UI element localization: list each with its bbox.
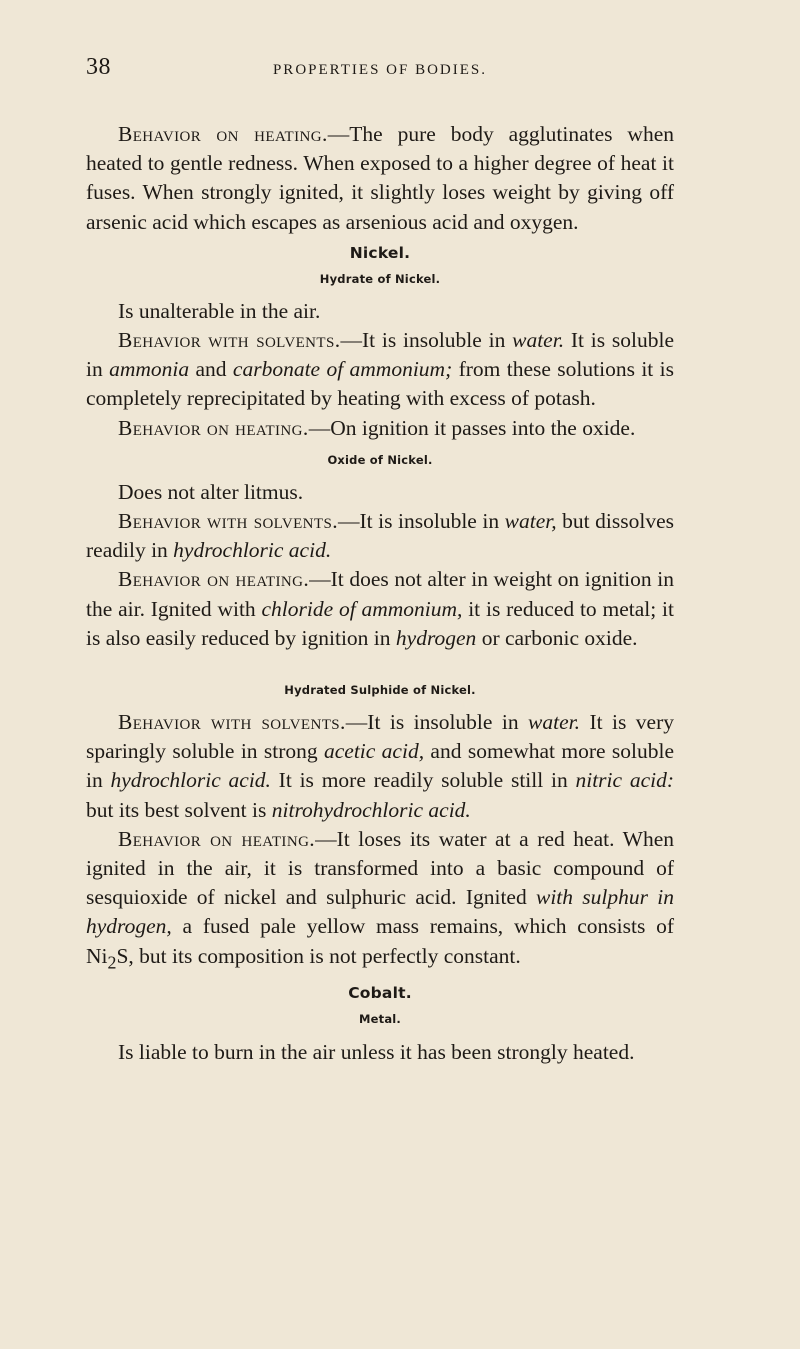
paragraph-text: but its best solvent is — [86, 797, 272, 822]
paragraph-text: —It loses its water at a red heat. When ignited in the air, it is transformed into a basic compound of sesquioxide of nickel and sulphuric acid. Ignited — [86, 826, 674, 910]
paragraph-lead: Behavior on heating. — [118, 415, 309, 440]
paragraph-sulphide-heating — [86, 825, 674, 977]
page-number: 38 — [86, 54, 111, 80]
paragraph-text: It is soluble in — [86, 328, 674, 382]
paragraph-cobalt-metal — [86, 1038, 674, 1067]
paragraph-hydrate-solvents — [86, 326, 674, 414]
paragraph-lead: Behavior on heating. — [118, 567, 310, 592]
reagent-term: chloride of ammonium, — [261, 596, 463, 621]
paragraph-text: or carbonic oxide. — [476, 625, 638, 650]
paragraph-text: Does not alter litmus. — [118, 479, 304, 504]
paragraph-sulphide-solvents — [86, 708, 674, 825]
paragraph-text: S, but its composition is not perfectly constant. — [116, 943, 521, 968]
reagent-term: nitric acid: — [575, 768, 674, 793]
section-heading-nickel: Nickel. — [349, 243, 411, 262]
paragraph-lead: Behavior on heating. — [118, 826, 316, 851]
subsection-heading-oxide-of-nickel: Oxide of Nickel. — [327, 452, 433, 467]
paragraph-text: but dissolves readily in — [86, 509, 674, 563]
subsection-heading-hydrated-sulphide-of-nickel: Hydrated Sulphide of Nickel. — [284, 683, 476, 698]
reagent-term: ammonia — [109, 357, 190, 382]
paragraph-text: —It does not alter in weight on ignition in the air. Ignited with — [86, 567, 674, 621]
paragraph-text: it is reduced to metal; it is also easily reduced by ignition in — [86, 596, 674, 650]
paragraph-text: —On ignition it passes into the oxide. — [308, 415, 636, 440]
paragraph-text: and somewhat more soluble in — [86, 739, 674, 793]
paragraph-text: Is unalterable in the air. — [118, 298, 321, 323]
section-heading-cobalt: Cobalt. — [348, 984, 412, 1003]
reagent-term: carbonate of ammonium; — [232, 357, 453, 382]
paragraph-text: —It is insoluble in — [345, 710, 529, 735]
paragraph-lead: Behavior on heating. — [118, 122, 328, 146]
paragraph-arsenate-heating — [86, 120, 674, 237]
reagent-term: acetic acid, — [324, 739, 425, 764]
paragraph-text: a fused pale yellow mass remains, which consists of Ni — [86, 914, 674, 968]
reagent-term: hydrochloric acid. — [173, 538, 332, 563]
formula-subscript: 2 — [107, 951, 117, 972]
paragraph-oxide-heating — [86, 565, 674, 653]
paragraph-text: —It is insoluble in — [340, 328, 513, 353]
paragraph-lead: Behavior with solvents. — [118, 710, 346, 735]
paragraph-text: —The pure body agglutinates when heated to gentle redness. When exposed to a higher degree of heat it fuses. When strongly ignited, it slightly loses weight by giving off arsenic acid which escapes as arsenious acid and oxygen. — [86, 122, 674, 234]
paragraph-text: It is very sparingly soluble in strong — [86, 710, 674, 764]
paragraph-text: and — [189, 357, 233, 382]
running-title: PROPERTIES OF BODIES. — [272, 62, 488, 78]
reagent-term: water, — [504, 509, 557, 534]
reagent-term: hydrochloric acid. — [110, 768, 271, 793]
paragraph-oxide-litmus — [86, 478, 674, 507]
paragraph-hydrate-air — [86, 297, 674, 326]
paragraph-text: from these solutions it is completely reprecipitated by heating with excess of potash. — [86, 357, 674, 411]
paragraph-text: Is liable to burn in the air unless it has been strongly heated. — [118, 1040, 635, 1065]
paragraph-lead: Behavior with solvents. — [118, 509, 338, 534]
reagent-term: water. — [528, 710, 581, 735]
paragraph-lead: Behavior with solvents. — [118, 328, 341, 353]
paragraph-text: —It is insoluble in — [337, 509, 505, 534]
running-head — [86, 54, 674, 86]
reagent-term: hydrogen — [395, 625, 477, 650]
reagent-term: with sulphur in hydrogen, — [86, 885, 674, 939]
reagent-term: water. — [512, 328, 565, 353]
subsection-heading-metal: Metal. — [358, 1012, 401, 1027]
paragraph-text: It is more readily soluble still in — [270, 768, 576, 793]
paragraph-hydrate-heating — [86, 414, 674, 443]
paragraph-oxide-solvents — [86, 507, 674, 565]
reagent-term: nitrohydrochloric acid. — [271, 797, 471, 822]
subsection-heading-hydrate-of-nickel: Hydrate of Nickel. — [319, 271, 441, 286]
